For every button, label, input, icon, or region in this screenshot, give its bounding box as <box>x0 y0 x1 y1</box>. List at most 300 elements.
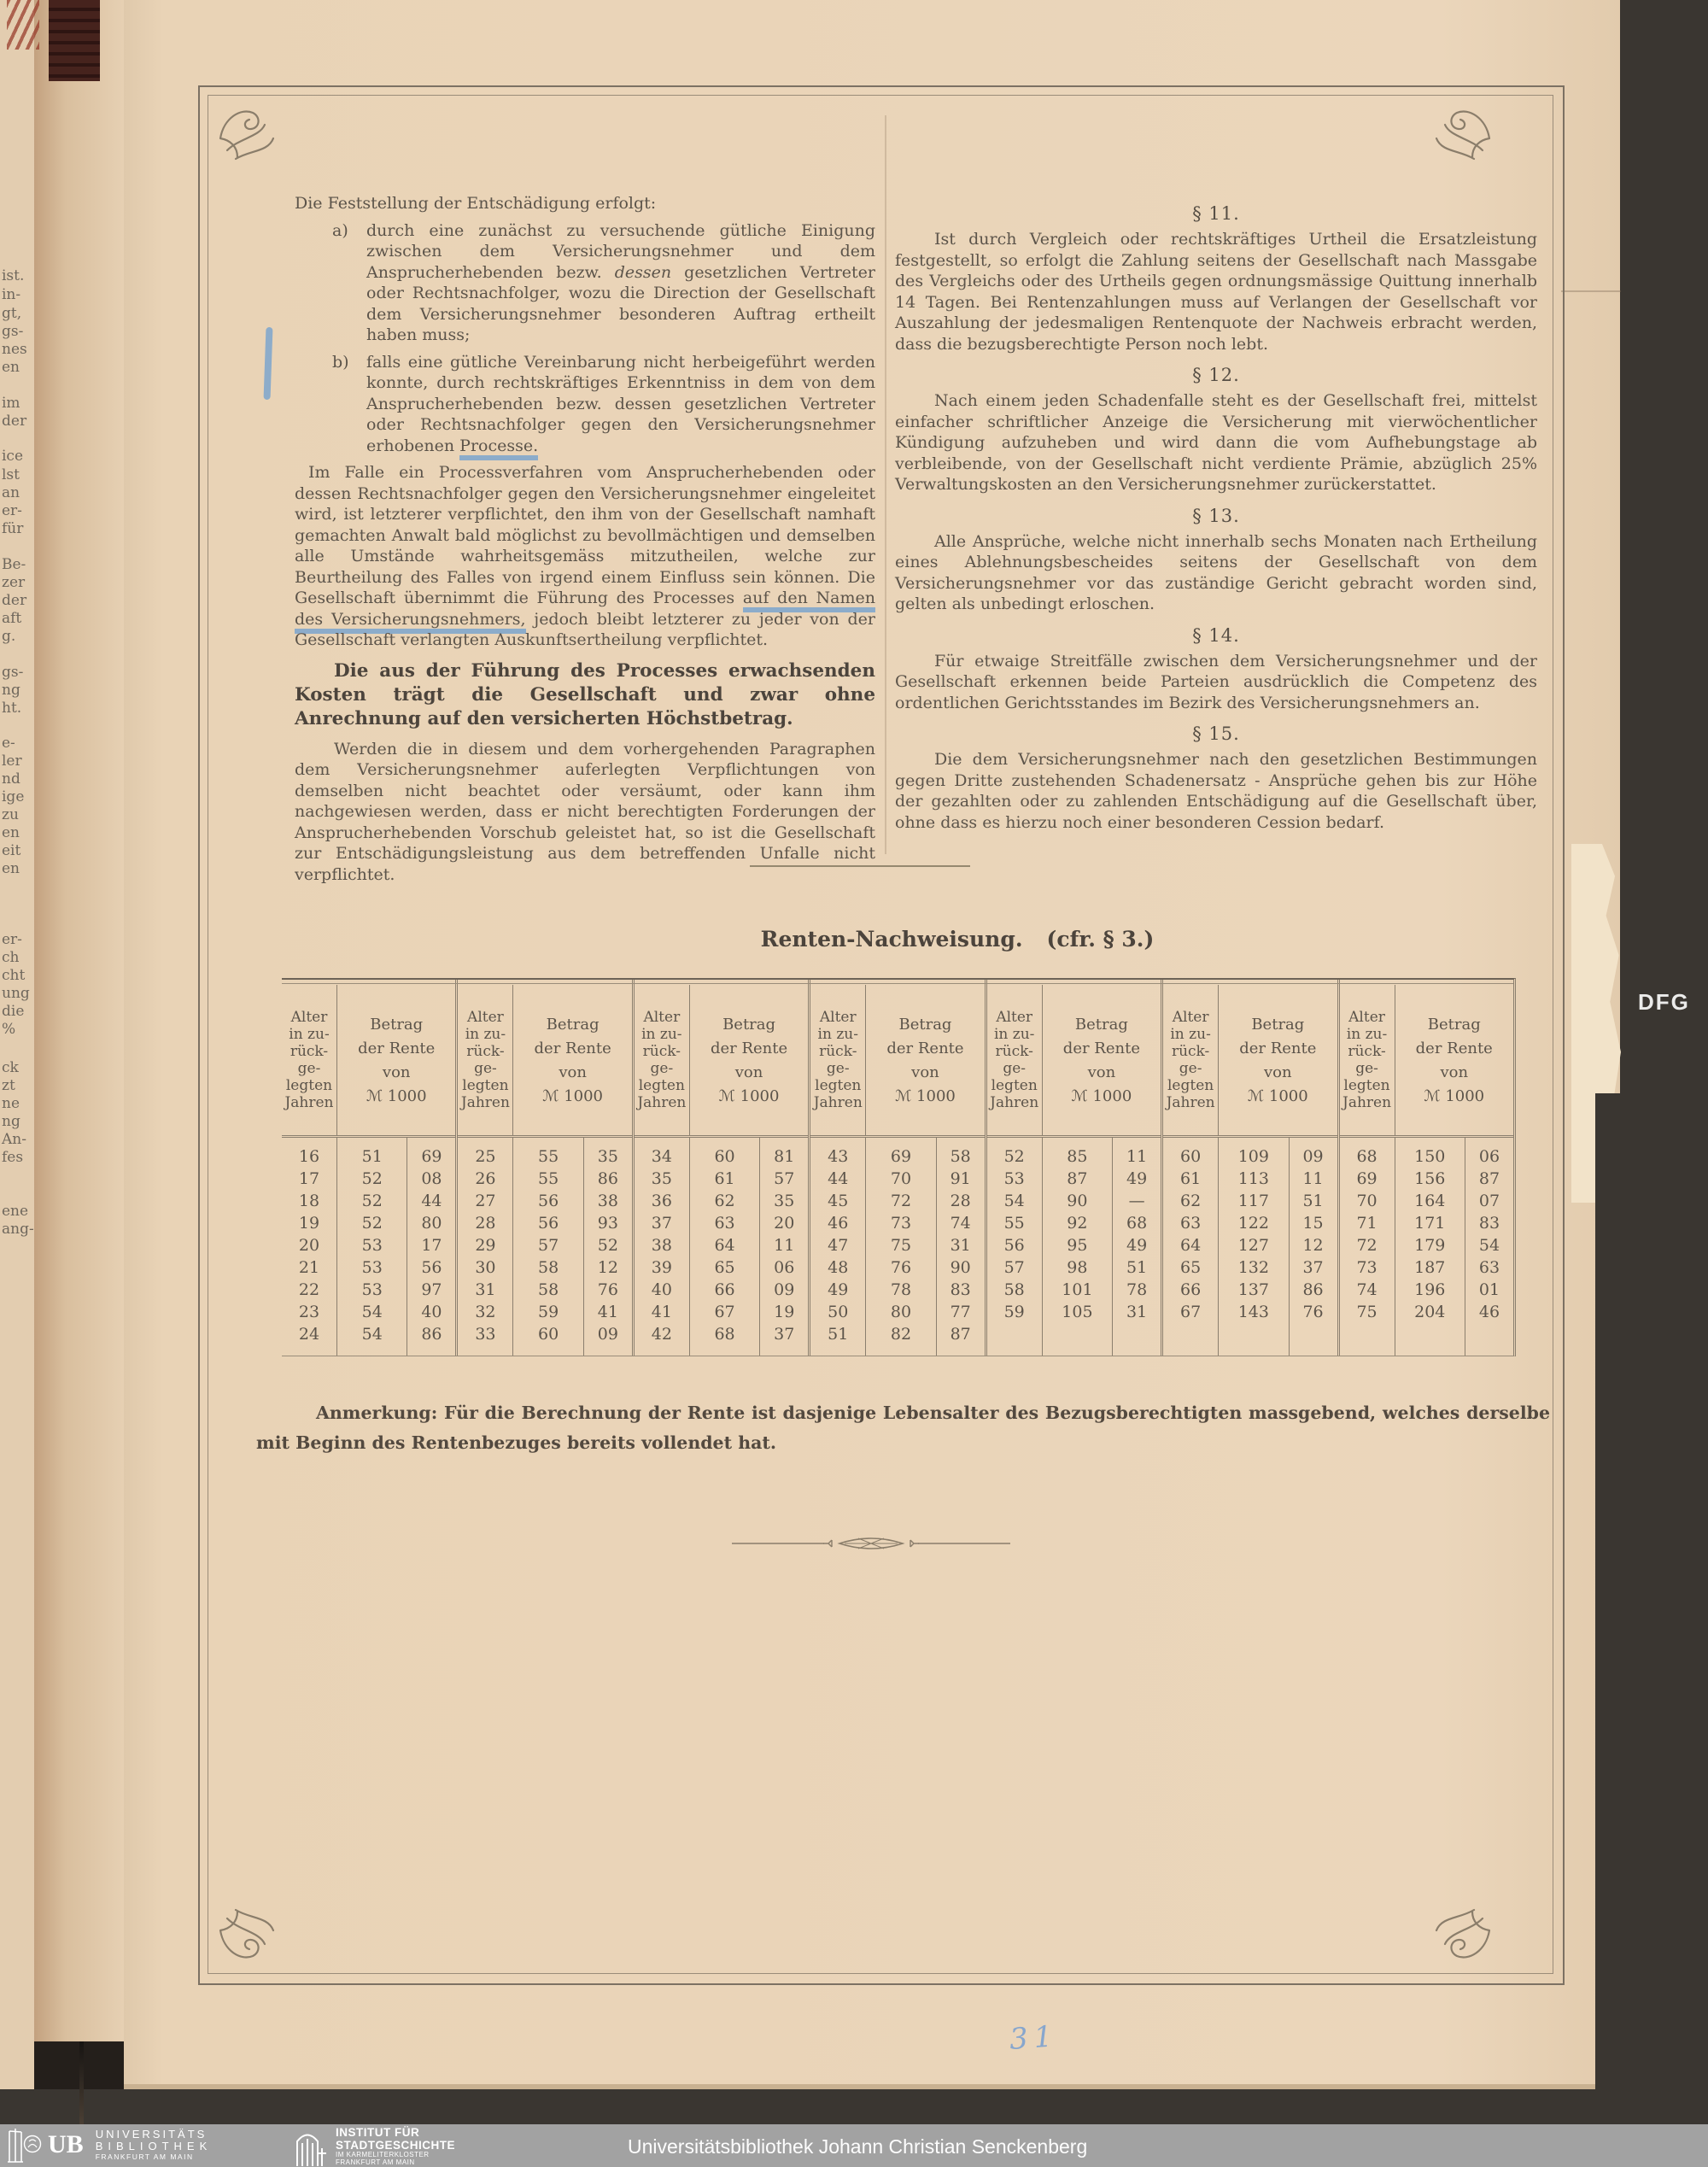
age-cell: 75 <box>1356 1303 1378 1321</box>
age-cell: 17 <box>298 1169 320 1188</box>
table-row <box>282 1234 455 1256</box>
table-row <box>635 1168 808 1190</box>
amount-header-line: Betrag <box>722 1015 776 1034</box>
section-heading: § 11. <box>1192 203 1240 224</box>
amount-header-line: der Rente <box>886 1039 964 1057</box>
section-divider-rule <box>750 865 970 867</box>
process-paragraph <box>295 462 875 651</box>
paper-crease <box>1561 290 1621 292</box>
age-header-line: in zu- <box>993 1026 1035 1043</box>
amount-pfennig-cell: 90 <box>950 1258 971 1277</box>
table-group-body <box>282 1138 455 1356</box>
column-divider-line <box>336 1138 337 1356</box>
ub-line: UNIVERSITÄTS <box>95 2128 208 2141</box>
amount-pfennig-cell: 37 <box>1302 1258 1324 1277</box>
table-group-header <box>282 985 455 1138</box>
amount-header-line: der Rente <box>358 1039 436 1057</box>
amount-mark-cell: 67 <box>714 1303 735 1321</box>
paragraph-text: Im Falle ein Processverfahren vom Ansprucherhebenden oder dessen Rechtsnachfolger gegen den Versicherungsnehmer eingeleitet wird, ist letzterer verpflichtet, den ihm von der Gesellschaft namhaft gemachten Anwalt bald möglichst zu bevollmächtigen und demselben alle Umstände wahrheitsgemäss mitzutheilen, welche zur Beurtheilung des Falles von irgend einem Einfluss sein können. Die Gesellschaft übernimmt die Führung des Processes <box>295 463 875 607</box>
table-row <box>458 1256 631 1279</box>
amount-mark-cell: 105 <box>1062 1303 1093 1321</box>
amount-mark-cell: 64 <box>714 1236 735 1255</box>
table-row <box>282 1301 455 1323</box>
column-divider-line <box>583 1138 584 1356</box>
amount-pfennig-cell: 76 <box>1302 1303 1324 1321</box>
table-row <box>1163 1301 1337 1323</box>
table-row <box>1340 1301 1513 1323</box>
table-row <box>1340 1190 1513 1212</box>
table-row <box>987 1212 1161 1234</box>
book-gutter <box>34 0 124 2089</box>
table-row <box>810 1301 984 1323</box>
amount-pfennig-cell: 58 <box>950 1147 971 1166</box>
margin-fragment: en <box>2 824 20 841</box>
age-cell: 40 <box>651 1280 672 1299</box>
age-cell: 37 <box>651 1214 672 1233</box>
left-column <box>295 193 875 891</box>
amount-pfennig-cell: 08 <box>421 1169 442 1188</box>
amount-mark-cell: 54 <box>361 1303 383 1321</box>
amount-pfennig-cell: 15 <box>1302 1214 1324 1233</box>
list-item-a <box>332 220 875 346</box>
column-divider-line <box>1289 1138 1290 1356</box>
amount-header-line: Betrag <box>898 1015 952 1034</box>
amount-pfennig-cell: 52 <box>597 1236 618 1255</box>
table-title-reference: (cfr. § 3.) <box>1046 927 1155 952</box>
margin-fragment: fes <box>2 1149 24 1166</box>
amount-pfennig-cell: — <box>1128 1192 1145 1210</box>
amount-header-line: von <box>1264 1063 1292 1081</box>
amount-pfennig-cell: 31 <box>950 1236 971 1255</box>
table-row <box>635 1279 808 1301</box>
table-group <box>282 980 455 1356</box>
amount-header-line: ℳ 1000 <box>366 1086 427 1105</box>
amount-pfennig-cell: 06 <box>1478 1147 1500 1166</box>
table-group-header <box>635 985 808 1138</box>
ub-line: FRANKFURT AM MAIN <box>95 2152 194 2161</box>
age-cell: 65 <box>1180 1258 1202 1277</box>
age-header-line: legten <box>815 1077 862 1094</box>
table-row <box>810 1234 984 1256</box>
table-row <box>282 1256 455 1279</box>
margin-fragment: nes <box>2 341 27 358</box>
table-row <box>635 1256 808 1279</box>
amount-pfennig-cell: 38 <box>597 1192 618 1210</box>
age-cell: 53 <box>1003 1169 1025 1188</box>
amount-pfennig-cell: 78 <box>1126 1280 1148 1299</box>
page-edge-shadow <box>1595 1093 1623 2089</box>
table-row <box>458 1168 631 1190</box>
binding-red-marks <box>7 0 39 50</box>
amount-pfennig-cell: 86 <box>1302 1280 1324 1299</box>
amount-pfennig-cell: 09 <box>1302 1147 1324 1166</box>
age-cell: 61 <box>1180 1169 1202 1188</box>
amount-header-line: der Rente <box>534 1039 611 1057</box>
amount-pfennig-cell: 51 <box>1302 1192 1324 1210</box>
margin-fragment: ene <box>2 1203 29 1220</box>
margin-fragment: ist. <box>2 267 25 284</box>
age-header-line: ge- <box>650 1060 674 1077</box>
table-row <box>458 1234 631 1256</box>
amount-header-line: Betrag <box>1074 1015 1128 1034</box>
amount-mark-cell: 85 <box>1067 1147 1088 1166</box>
institut-line: INSTITUT FÜR <box>336 2126 420 2139</box>
age-header-line: Alter <box>290 1009 328 1026</box>
amount-pfennig-cell: 12 <box>1302 1236 1324 1255</box>
age-cell: 48 <box>828 1258 849 1277</box>
age-cell: 59 <box>1003 1303 1025 1321</box>
book-spine <box>49 0 100 81</box>
amount-mark-cell: 60 <box>714 1147 735 1166</box>
amount-mark-cell: 150 <box>1414 1147 1446 1166</box>
age-cell: 72 <box>1356 1236 1378 1255</box>
age-header-line: Jahren <box>990 1094 1039 1111</box>
table-row <box>282 1168 455 1190</box>
ub-logo-text: UB <box>48 2130 84 2158</box>
amount-mark-cell: 53 <box>361 1236 383 1255</box>
margin-fragment: e- <box>2 735 15 752</box>
age-header-line: Alter <box>467 1009 504 1026</box>
age-cell: 70 <box>1356 1192 1378 1210</box>
column-divider-line <box>936 1138 937 1356</box>
amount-pfennig-cell: 09 <box>774 1280 795 1299</box>
age-cell: 18 <box>298 1192 320 1210</box>
age-header-line: Jahren <box>637 1094 687 1111</box>
table-row <box>635 1323 808 1345</box>
table-group-body <box>458 1138 631 1356</box>
margin-fragment: zt <box>2 1077 15 1094</box>
age-cell: 31 <box>475 1280 496 1299</box>
paragraph-text-italic: dessen <box>614 262 672 282</box>
amount-header-line: von <box>734 1063 763 1081</box>
paragraph-text: jedoch bleibt letzterer zu jeder von der Gesellschaft verlangten Auskunftsertheilung verpflichtet. <box>295 609 875 649</box>
amount-mark-cell: 132 <box>1237 1258 1269 1277</box>
age-cell: 36 <box>651 1192 672 1210</box>
age-cell: 29 <box>475 1236 496 1255</box>
amount-mark-cell: 56 <box>538 1192 559 1210</box>
section-paragraph: Für etwaige Streitfälle zwischen dem Versicherungsnehmer und der Gesellschaft erkennen beide Parteien ausdrücklich die Competenz des ordentlichen Gerichtsstandes im Bezirk des Versicherungsnehmers an. <box>895 651 1537 712</box>
divider-ornament-icon <box>730 1532 1012 1555</box>
renten-table <box>282 978 1516 1356</box>
margin-fragment: g. <box>2 628 16 645</box>
paragraph-text: falls eine gütliche Vereinbarung nicht herbeigeführt werden konnte, durch rechtskräftiges Erkenntniss in dem von dem Ansprucherhebenden bezw. dessen gesetzlichen Vertreter oder Rechtsnachfolger gegen den Versicherungsnehmer erhobenen <box>366 352 875 455</box>
amount-header-line: von <box>911 1063 939 1081</box>
item-label: a) <box>332 220 348 240</box>
amount-pfennig-cell: 57 <box>774 1169 795 1188</box>
handwritten-page-number: 31 <box>1008 2019 1060 2057</box>
amount-header-line: von <box>1440 1063 1469 1081</box>
table-title <box>282 927 1513 952</box>
amount-mark-cell: 58 <box>538 1280 559 1299</box>
age-cell: 55 <box>1003 1214 1025 1233</box>
age-header-line: in zu- <box>817 1026 858 1043</box>
table-row <box>282 1279 455 1301</box>
margin-fragment: ch <box>2 949 20 966</box>
amount-mark-cell: 164 <box>1414 1192 1446 1210</box>
amount-pfennig-cell: 76 <box>597 1280 618 1299</box>
amount-mark-cell: 187 <box>1414 1258 1446 1277</box>
age-cell: 38 <box>651 1236 672 1255</box>
intro-paragraph: Die Feststellung der Entschädigung erfolgt: <box>295 194 657 213</box>
amount-mark-cell: 65 <box>714 1258 735 1277</box>
paragraph-text: gesetzlichen Vertreter oder Rechtsnachfolger, wozu die Direction der Gesellschaft dem Versicherungsnehmer besonderen Auftrag ertheilt haben muss; <box>366 262 875 344</box>
amount-pfennig-cell: 41 <box>597 1303 618 1321</box>
age-cell: 56 <box>1003 1236 1025 1255</box>
age-header-line: Alter <box>1172 1009 1209 1026</box>
table-row <box>810 1145 984 1168</box>
age-cell: 69 <box>1356 1169 1378 1188</box>
age-header-line: rück- <box>466 1043 505 1060</box>
table-row <box>987 1190 1161 1212</box>
margin-fragment: ang- <box>2 1221 34 1238</box>
amount-mark-cell: 68 <box>714 1325 735 1344</box>
age-header-line: Jahren <box>1166 1094 1215 1111</box>
age-header-line: Jahren <box>1342 1094 1392 1111</box>
age-cell: 57 <box>1003 1258 1025 1277</box>
margin-fragment: in- <box>2 286 21 303</box>
library-name: Universitätsbibliothek Johann Christian Senckenberg <box>628 2135 1088 2158</box>
margin-fragment: ng <box>2 682 20 699</box>
table-row <box>1340 1145 1513 1168</box>
amount-mark-cell: 69 <box>890 1147 912 1166</box>
age-cell: 51 <box>828 1325 849 1344</box>
table-row <box>810 1212 984 1234</box>
amount-mark-cell: 53 <box>361 1280 383 1299</box>
amount-pfennig-cell: 46 <box>1478 1303 1500 1321</box>
age-cell: 23 <box>298 1303 320 1321</box>
age-cell: 22 <box>298 1280 320 1299</box>
amount-header-line: Betrag <box>546 1015 600 1034</box>
amount-pfennig-cell: 09 <box>597 1325 618 1344</box>
table-group-body <box>1340 1138 1513 1356</box>
age-header-line: Jahren <box>284 1094 334 1111</box>
margin-fragment: nd <box>2 770 20 788</box>
age-cell: 60 <box>1180 1147 1202 1166</box>
age-cell: 74 <box>1356 1280 1378 1299</box>
table-row <box>1340 1323 1513 1345</box>
amount-pfennig-cell: 07 <box>1478 1192 1500 1210</box>
age-cell: 24 <box>298 1325 320 1344</box>
amount-mark-cell: 109 <box>1237 1147 1269 1166</box>
amount-header-line: von <box>559 1063 587 1081</box>
margin-fragment: aft <box>2 610 22 627</box>
amount-mark-cell: 55 <box>538 1169 559 1188</box>
amount-mark-cell: 117 <box>1237 1192 1269 1210</box>
list-item-b <box>332 352 875 457</box>
age-header-line: Jahren <box>813 1094 863 1111</box>
institut-line: STADTGESCHICHTE <box>336 2139 456 2152</box>
age-cell: 20 <box>298 1236 320 1255</box>
table-group-header <box>1340 985 1513 1138</box>
table-row <box>282 1323 455 1345</box>
amount-pfennig-cell: 49 <box>1126 1236 1148 1255</box>
section-paragraph: Ist durch Vergleich oder rechtskräftiges Urtheil die Ersatzleistung festgestellt, so erfolgt die Zahlung seitens der Gesellschaft nach Massgabe des Vergleichs oder des Urtheils gegen ordnungsmässige Quittung innerhalb 14 Tagen. Bei Rentenzahlungen muss auf Verlangen der Gesellschaft vor Auszahlung der jedesmaligen Rentenquote der Nachweis erbracht werden, dass die bezugsberechtigte Person noch lebt. <box>895 230 1537 354</box>
age-cell: 67 <box>1180 1303 1202 1321</box>
table-group <box>632 980 808 1356</box>
age-header-line: in zu- <box>465 1026 506 1043</box>
amount-mark-cell: 156 <box>1414 1169 1446 1188</box>
column-divider-line <box>689 1138 690 1356</box>
age-cell: 39 <box>651 1258 672 1277</box>
amount-header-line: der Rente <box>710 1039 788 1057</box>
table-group-header <box>458 985 631 1138</box>
table-group-body <box>810 1138 984 1356</box>
table-row <box>987 1256 1161 1279</box>
margin-fragment: ige <box>2 788 25 805</box>
age-column-header <box>987 985 1043 1135</box>
age-cell: 71 <box>1356 1214 1378 1233</box>
margin-fragment: er- <box>2 931 22 948</box>
margin-fragment: % <box>2 1021 16 1038</box>
table-row <box>810 1168 984 1190</box>
footnote-label: Anmerkung: <box>316 1402 438 1423</box>
age-cell: 50 <box>828 1303 849 1321</box>
table-row <box>282 1190 455 1212</box>
table-row <box>1163 1256 1337 1279</box>
bold-paragraph: Die aus der Führung des Processes erwachsenden Kosten trägt die Gesellschaft und zwar ohne Anrechnung auf den versicherten Höchstbetrag. <box>295 659 875 729</box>
column-divider-line <box>759 1138 760 1356</box>
ub-line: BIBLIOTHEK <box>95 2140 213 2153</box>
age-cell: 34 <box>651 1147 672 1166</box>
table-row <box>1340 1234 1513 1256</box>
section-heading: § 15. <box>1192 723 1240 744</box>
table-row <box>458 1323 631 1345</box>
table-row <box>1163 1145 1337 1168</box>
age-header-line: rück- <box>1348 1043 1386 1060</box>
table-row <box>458 1190 631 1212</box>
margin-fragment: ne <box>2 1095 20 1112</box>
table-group <box>985 980 1161 1356</box>
age-header-line: in zu- <box>1170 1026 1211 1043</box>
age-header-line: ge- <box>826 1060 850 1077</box>
margin-fragment: lst <box>2 466 20 483</box>
amount-header-line: der Rente <box>1062 1039 1140 1057</box>
table-group-body <box>987 1138 1161 1356</box>
table-row <box>810 1190 984 1212</box>
age-cell: 41 <box>651 1303 672 1321</box>
age-header-line: legten <box>991 1077 1038 1094</box>
age-cell: 25 <box>475 1147 496 1166</box>
age-cell: 45 <box>828 1192 849 1210</box>
column-divider-line <box>1112 1138 1113 1356</box>
table-row <box>282 1212 455 1234</box>
amount-mark-cell: 76 <box>890 1258 912 1277</box>
amount-mark-cell: 87 <box>1067 1169 1088 1188</box>
amount-header-line: ℳ 1000 <box>542 1086 604 1105</box>
page-bottom-edge <box>124 2084 1620 2089</box>
margin-fragment: ng <box>2 1113 20 1130</box>
table-row <box>458 1212 631 1234</box>
amount-mark-cell: 75 <box>890 1236 912 1255</box>
amount-pfennig-cell: 83 <box>1478 1214 1500 1233</box>
table-row <box>282 1145 455 1168</box>
age-header-line: legten <box>462 1077 509 1094</box>
amount-column-header <box>337 985 455 1135</box>
amount-pfennig-cell: 93 <box>597 1214 618 1233</box>
amount-pfennig-cell: 97 <box>421 1280 442 1299</box>
amount-mark-cell: 78 <box>890 1280 912 1299</box>
amount-header-line: ℳ 1000 <box>895 1086 956 1105</box>
table-row <box>458 1301 631 1323</box>
blue-underlined-text: Processe. <box>459 436 538 460</box>
margin-fragment: ck <box>2 1059 19 1076</box>
margin-fragment: ht. <box>2 700 22 717</box>
section-heading: § 12. <box>1192 365 1240 385</box>
age-cell: 19 <box>298 1214 320 1233</box>
age-header-line: Alter <box>819 1009 857 1026</box>
amount-pfennig-cell: 35 <box>597 1147 618 1166</box>
dfg-watermark: DFG <box>1638 989 1690 1015</box>
amount-mark-cell: 127 <box>1237 1236 1269 1255</box>
item-label: b) <box>332 352 349 372</box>
margin-fragment: eit <box>2 842 21 859</box>
margin-fragment: an <box>2 484 20 501</box>
age-cell: 35 <box>651 1169 672 1188</box>
age-header-line: legten <box>1167 1077 1214 1094</box>
amount-column-header <box>1043 985 1161 1135</box>
table-row <box>635 1301 808 1323</box>
amount-mark-cell: 52 <box>361 1214 383 1233</box>
age-header-line: rück- <box>819 1043 857 1060</box>
age-cell: 49 <box>828 1280 849 1299</box>
amount-mark-cell: 57 <box>538 1236 559 1255</box>
margin-fragment: zu <box>2 806 19 823</box>
amount-mark-cell: 80 <box>890 1303 912 1321</box>
table-row <box>810 1323 984 1345</box>
table-row <box>987 1279 1161 1301</box>
amount-pfennig-cell: 11 <box>1126 1147 1148 1166</box>
age-cell: 26 <box>475 1169 496 1188</box>
age-cell: 58 <box>1003 1280 1025 1299</box>
margin-fragment: gs- <box>2 323 24 340</box>
amount-column-header <box>690 985 808 1135</box>
ub-logo <box>7 2127 212 2163</box>
table-footnote <box>256 1398 1550 1458</box>
institut-text-block <box>336 2126 455 2167</box>
amount-header-line: von <box>1087 1063 1116 1081</box>
age-cell: 44 <box>828 1169 849 1188</box>
amount-header-line: ℳ 1000 <box>1247 1086 1308 1105</box>
age-header-line: rück- <box>995 1043 1033 1060</box>
amount-mark-cell: 70 <box>890 1169 912 1188</box>
institut-line: FRANKFURT AM MAIN <box>336 2158 415 2167</box>
amount-pfennig-cell: 06 <box>774 1258 795 1277</box>
amount-mark-cell: 101 <box>1062 1280 1093 1299</box>
amount-pfennig-cell: 80 <box>421 1214 442 1233</box>
age-cell: 68 <box>1356 1147 1378 1166</box>
margin-fragment: zer <box>2 574 26 591</box>
margin-fragment: en <box>2 359 20 376</box>
table-row <box>987 1168 1161 1190</box>
amount-mark-cell: 62 <box>714 1192 735 1210</box>
age-cell: 42 <box>651 1325 672 1344</box>
amount-mark-cell: 58 <box>538 1258 559 1277</box>
age-cell: 30 <box>475 1258 496 1277</box>
age-cell: 33 <box>475 1325 496 1344</box>
age-header-line: Alter <box>996 1009 1033 1026</box>
margin-fragment: gs- <box>2 664 24 681</box>
amount-pfennig-cell: 56 <box>421 1258 442 1277</box>
age-header-line: Jahren <box>460 1094 510 1111</box>
amount-header-line: Betrag <box>1427 1015 1481 1034</box>
age-header-line: legten <box>1343 1077 1390 1094</box>
amount-pfennig-cell: 19 <box>774 1303 795 1321</box>
footnote-text: Für die Berechnung der Rente ist dasjenige Lebensalter des Bezugsberechtigten massgebend, welches derselbe mit Beginn des Rentenbezuges bereits vollendet hat. <box>256 1402 1550 1453</box>
amount-mark-cell: 171 <box>1414 1214 1446 1233</box>
margin-fragment: Be- <box>2 556 26 573</box>
amount-mark-cell: 60 <box>538 1325 559 1344</box>
age-cell: 43 <box>828 1147 849 1166</box>
